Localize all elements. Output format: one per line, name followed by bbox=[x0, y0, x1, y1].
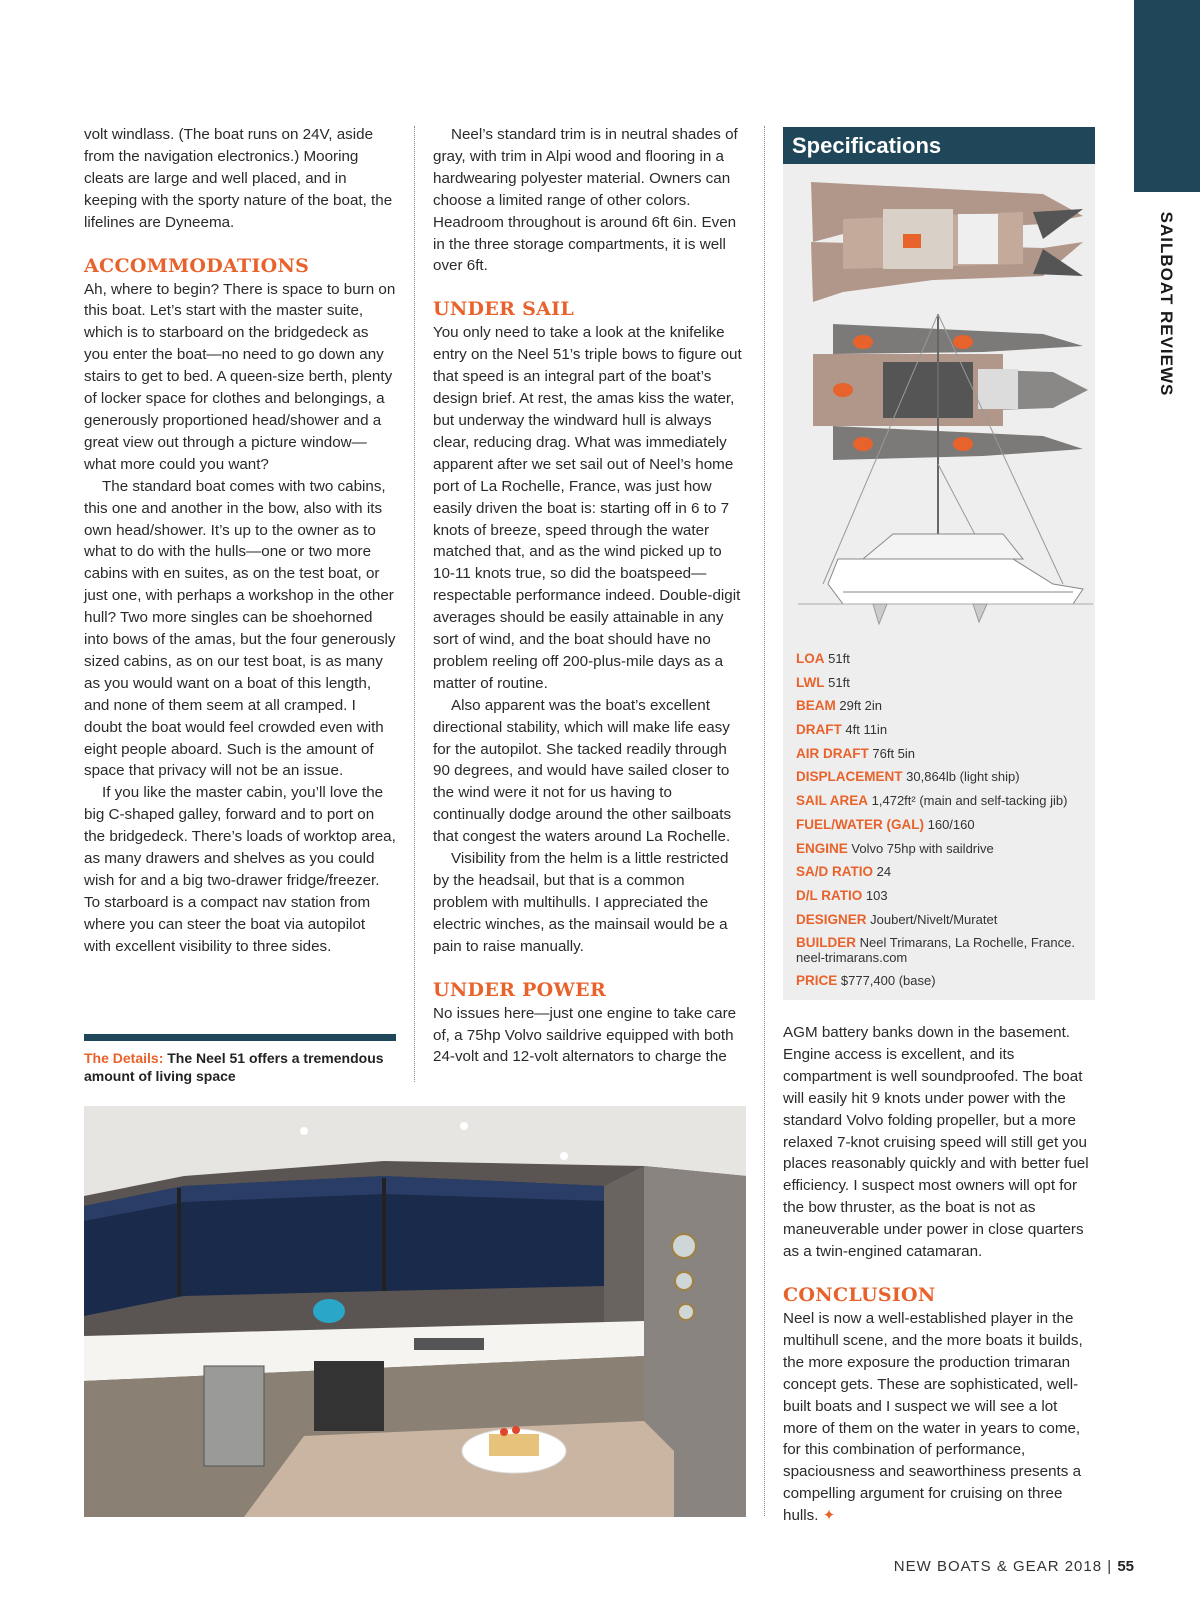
caption-rule bbox=[84, 1034, 396, 1041]
spec-row-draft bbox=[796, 723, 1092, 738]
spec-key: BEAM bbox=[796, 698, 836, 714]
section-tab-label: SAILBOAT REVIEWS bbox=[1157, 211, 1176, 397]
spec-key: SA/D RATIO bbox=[796, 864, 873, 880]
body-paragraph: If you like the master cabin, you’ll love the big C-shaped galley, forward and to port on the bridgedeck. There’s loads of worktop area, as many drawers and shelves as you could wish for and a big two-drawer fridge/freezer. To starboard is a compact nav station from where you can steer the boat via autopilot with excellent visibility to three sides. bbox=[84, 784, 396, 955]
spec-value: 103 bbox=[865, 887, 888, 903]
column-divider bbox=[764, 126, 765, 1516]
section-tab bbox=[1134, 0, 1200, 192]
spec-key: ENGINE bbox=[796, 840, 848, 856]
body-paragraph: AGM battery banks down in the basement. Engine access is excellent, and its compartment is well soundproofed. The boat will easily hit 9 knots under power with the standard Volvo folding propeller, but a more relaxed 7-knot cruising speed will still get you places reasonably quickly and with better fuel efficiency. I suspect most owners will opt for the bow thruster, as the boat is not as maneuverable under power in close quarters as a twin-engined catamaran. bbox=[783, 1024, 1089, 1261]
body-paragraph: volt windlass. (The boat runs on 24V, aside from the navigation electronics.) Mooring cleats are large and well placed, and in keeping with the sporty nature of the boat, the lifelines are Dyneema. bbox=[84, 126, 393, 231]
galley-photo bbox=[84, 1106, 746, 1517]
spec-row-loa bbox=[796, 652, 1092, 667]
spec-row-air-draft bbox=[796, 747, 1092, 762]
spec-value: Neel Trimarans, La Rochelle, France. neel-trimarans.com bbox=[796, 935, 1075, 965]
caption-lead: The Details: bbox=[84, 1050, 164, 1066]
spec-row-price bbox=[796, 974, 1092, 989]
spec-value: 29ft 2in bbox=[839, 698, 883, 714]
spec-row-lwl bbox=[796, 676, 1092, 691]
conclusion-text: Neel is now a well-established player in the multihull scene, and the more boats it builds, the more exposure the production trimaran concept gets. These are sophisticated, well-built boats and I suspect we will see a lot more of them on the water in years to come, for this combination of performance, spaciousness and seaworthiness presents a compelling argument for cruising on three hulls. bbox=[783, 1309, 1083, 1525]
article-column-2 bbox=[433, 124, 743, 1068]
spec-value: 51ft bbox=[828, 674, 850, 690]
spec-key: D/L RATIO bbox=[796, 887, 863, 903]
spec-key: SAIL AREA bbox=[796, 793, 869, 809]
section-heading: ACCOMMODATIONS bbox=[84, 254, 310, 277]
spec-value: 76ft 5in bbox=[872, 745, 916, 761]
publication-name: NEW BOATS & GEAR 2018 bbox=[893, 1558, 1103, 1575]
spec-key: LWL bbox=[796, 674, 825, 690]
body-paragraph: No issues here—just one engine to take care of, a 75hp Volvo saildrive equipped with both 24-volt and 12-volt alternators to charge the bbox=[433, 1004, 737, 1066]
body-paragraph bbox=[783, 1308, 1093, 1527]
caption-text: The Neel 51 offers a tremendous amount of living space bbox=[84, 1050, 384, 1084]
spec-value: 1,472ft² (main and self-tacking jib) bbox=[871, 793, 1068, 809]
spec-value: 24 bbox=[876, 864, 892, 880]
deck-plan-lower bbox=[813, 324, 1088, 460]
deck-plan-top bbox=[811, 182, 1083, 302]
specifications-list bbox=[796, 652, 1092, 998]
spec-key: DESIGNER bbox=[796, 911, 867, 927]
hull-profile bbox=[798, 534, 1093, 624]
section-heading: UNDER POWER bbox=[433, 978, 607, 1001]
spec-value: $777,400 (base) bbox=[840, 973, 936, 989]
spec-row-builder bbox=[796, 936, 1092, 965]
specifications-title: Specifications bbox=[783, 127, 1095, 164]
spec-key: BUILDER bbox=[796, 935, 856, 951]
spec-value: 160/160 bbox=[927, 816, 975, 832]
body-paragraph: Also apparent was the boat’s excellent directional stability, which will make life easy for the autopilot. She tacked readily through 90 degrees, and would have sailed closer to the wind were it not for us having to continually dodge around the other sailboats that congest the waters around La Rochelle. bbox=[433, 696, 732, 846]
page-footer bbox=[894, 1558, 1134, 1575]
photo-caption bbox=[84, 1050, 396, 1085]
spec-row-beam bbox=[796, 699, 1092, 714]
spec-row-designer bbox=[796, 913, 1092, 928]
spec-row-engine bbox=[796, 842, 1092, 857]
page-number: 55 bbox=[1117, 1558, 1134, 1575]
article-column-1 bbox=[84, 124, 396, 958]
spec-value: Joubert/Nivelt/Muratet bbox=[870, 911, 998, 927]
body-paragraph: Neel’s standard trim is in neutral shades of gray, with trim in Alpi wood and flooring in a hardwearing polyester material. Owners can choose a limited range of other colors. Headroom throughout is around 6ft 6in. Even in the three storage compartments, it is well over 6ft. bbox=[433, 126, 738, 275]
section-heading: UNDER SAIL bbox=[433, 298, 575, 321]
spec-row-fuel-water bbox=[796, 818, 1092, 833]
section-heading: CONCLUSION bbox=[783, 1283, 936, 1306]
spec-value: Volvo 75hp with saildrive bbox=[851, 840, 994, 856]
spec-key: AIR DRAFT bbox=[796, 745, 869, 761]
spec-row-displacement bbox=[796, 770, 1092, 785]
body-paragraph: Ah, where to begin? There is space to burn on this boat. Let’s start with the master suite, which is to starboard on the bridgedeck as you enter the boat—no need to go down any stairs to get to bed. A queen-size berth, plenty of locker space for clothes and belongings, a generously proportioned head/shower and a great view out through a picture window—what more could you want? bbox=[84, 280, 396, 473]
article-column-3 bbox=[783, 1022, 1093, 1527]
boat-plans-illustration bbox=[783, 164, 1095, 639]
spec-key: PRICE bbox=[796, 973, 838, 989]
spec-key: FUEL/WATER (GAL) bbox=[796, 816, 924, 832]
end-mark-icon: ✦ bbox=[822, 1507, 836, 1525]
spec-row-d-l-ratio bbox=[796, 889, 1092, 904]
spec-value: 4ft 11in bbox=[845, 722, 888, 738]
spec-key: DISPLACEMENT bbox=[796, 769, 903, 785]
column-divider bbox=[414, 126, 415, 1082]
spec-key: DRAFT bbox=[796, 722, 842, 738]
body-paragraph: You only need to take a look at the knifelike entry on the Neel 51’s triple bows to figure out that speed is an integral part of the boat’s design brief. At rest, the amas kiss the water, but underway the windward hull is always clear, reducing drag. What was immediately apparent after we set sail out of Neel’s home port of La Rochelle, France, was just how easily driven the boat is: starting off in 6 to 7 knots of breeze, speed through the water matched that, and as the wind picked up to 10-11 knots true, so did the boatspeed—respectable performance indeed. Double-digit averages should be easily attainable in any sort of wind, and the boat should have no problem reeling off 200-plus-mile days as a matter of routine. bbox=[433, 324, 742, 692]
spec-key: LOA bbox=[796, 651, 825, 666]
body-paragraph: The standard boat comes with two cabins, this one and another in the bow, also with its own head/shower. It’s up to the owner as to what to do with the hulls—one or two more cabins with en suites, as on the test boat, or just one, with perhaps a workshop in the other hull? Two more singles can be shoehorned into bows of the amas, but the four generously sized cabins, as on our test boat, is as many as you would want on a boat of this length, and none of them seem at all cramped. I doubt the boat would feel crowded even with eight people aboard. Such is the amount of space that privacy will not be an issue. bbox=[84, 477, 396, 780]
footer-separator: | bbox=[1107, 1558, 1113, 1575]
spec-value: 51ft bbox=[828, 651, 850, 666]
body-paragraph: Visibility from the helm is a little restricted by the headsail, but that is a common problem with multihulls. I appreciated the electric winches, as the mainsail would be a pain to raise manually. bbox=[433, 850, 729, 955]
spec-row-sa-d-ratio bbox=[796, 865, 1092, 880]
spec-value: 30,864lb (light ship) bbox=[906, 769, 1020, 785]
spec-row-sail-area bbox=[796, 794, 1092, 809]
